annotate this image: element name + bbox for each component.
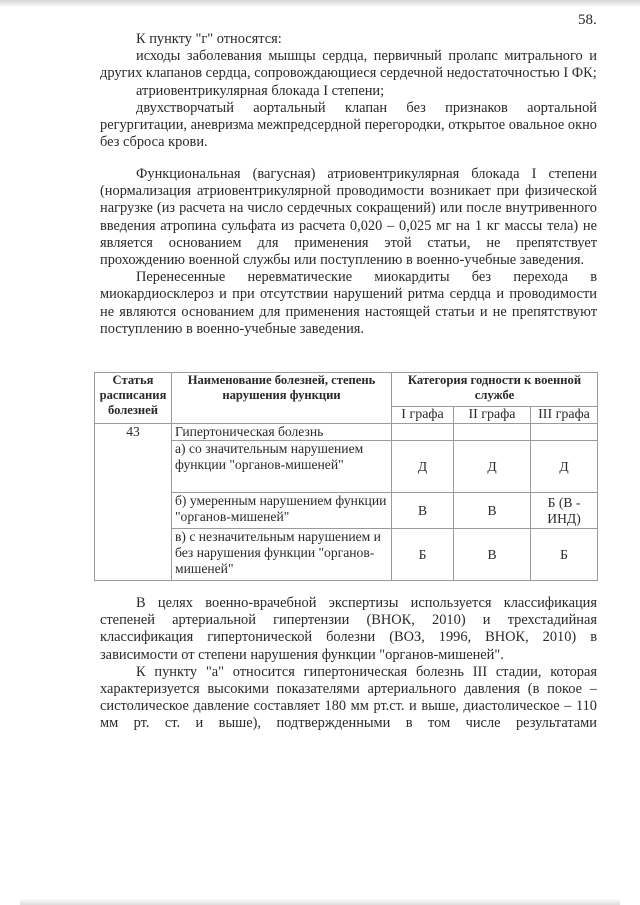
disease-title: Гипертоническая болезнь bbox=[172, 424, 392, 441]
header-column-2: II графа bbox=[454, 407, 531, 424]
empty-cell bbox=[531, 424, 598, 441]
page-number: 58. bbox=[578, 12, 597, 28]
header-column-3: III графа bbox=[531, 407, 598, 424]
paragraph: К пункту "г" относятся: bbox=[136, 31, 282, 47]
paragraph: Перенесенные неревматические миокардиты без перехода в миокардиосклероз и при отсутствии нарушений ритма сердца и проводимости не являются основанием для применения настоящей статьи и не препятствуют поступлению в военно-учебные заведения. bbox=[100, 269, 597, 337]
category-g2: В bbox=[454, 529, 531, 581]
category-g3: Б (В - ИНД) bbox=[531, 493, 598, 529]
paragraph: В целях военно-врачебной экспертизы используется классификация степеней артериальной гипертензии (ВНОК, 2010) и трехстадийная классификация гипертонической болезни (ВОЗ, 1996, ВНОК, 2010) в зависимости от степени нарушения функции "органов-мишеней". bbox=[100, 595, 597, 663]
condition-b: б) умеренным нарушением функции "органов-мишеней" bbox=[172, 493, 392, 529]
category-g1: Б bbox=[392, 529, 454, 581]
paragraph: атриовентрикулярная блокада I степени; bbox=[136, 82, 385, 99]
paragraph: К пункту "а" относится гипертоническая болезнь III стадии, которая характеризуется высокими показателями артериального давления (в покое – систолическое давление составляет 180 мм рт.ст. и выше, диастолическое – 110 мм рт. ст. и выше), подтвержденными в том числе результатами bbox=[100, 663, 597, 732]
paragraph: двухстворчатый аортальный клапан без признаков аортальной регургитации, аневризма межпредсердной перегородки, открытое овальное окно без сброса крови. bbox=[100, 99, 597, 151]
category-g3: Д bbox=[531, 441, 598, 493]
classification-section bbox=[100, 595, 597, 733]
scan-edge-top bbox=[0, 0, 640, 6]
category-g1: Д bbox=[392, 441, 454, 493]
header-column-1: I графа bbox=[392, 407, 454, 424]
table-row bbox=[95, 424, 598, 441]
header-article: Статья расписания болезней bbox=[95, 373, 172, 424]
condition-c: в) с незначительным нарушением и без нарушения функции "органов-мишеней" bbox=[172, 529, 392, 581]
paragraph: Функциональная (вагусная) атриовентрикулярная блокада I степени (нормализация атриовентрикулярной проводимости возникает при физической нагрузке (из расчета на число сердечных сокращений) или после внутривенного введения атропина сульфата из расчета 0,020 – 0,025 мг на 1 кг массы тела) не является основанием для применения этой статьи, не препятствует прохождению военной службы или поступлению в военно-учебные заведения. bbox=[100, 166, 597, 269]
category-g2: Д bbox=[454, 441, 531, 493]
article-number: 43 bbox=[95, 424, 172, 581]
category-g1: В bbox=[392, 493, 454, 529]
scan-edge-bottom bbox=[20, 899, 620, 905]
empty-cell bbox=[454, 424, 531, 441]
empty-cell bbox=[392, 424, 454, 441]
intro-section bbox=[100, 31, 597, 151]
condition-a: а) со значительным нарушением функции "органов-мишеней" bbox=[172, 441, 392, 493]
notes-section bbox=[100, 166, 597, 338]
category-g2: В bbox=[454, 493, 531, 529]
category-g3: Б bbox=[531, 529, 598, 581]
paragraph: исходы заболевания мышцы сердца, первичный пролапс митрального и других клапанов сердца, сопровождающиеся сердечной недостаточностью I ФК; bbox=[100, 48, 597, 82]
header-category: Категория годности к военной службе bbox=[392, 373, 598, 407]
header-disease-name: Наименование болезней, степень нарушения функции bbox=[172, 373, 392, 424]
fitness-category-table bbox=[94, 372, 598, 581]
